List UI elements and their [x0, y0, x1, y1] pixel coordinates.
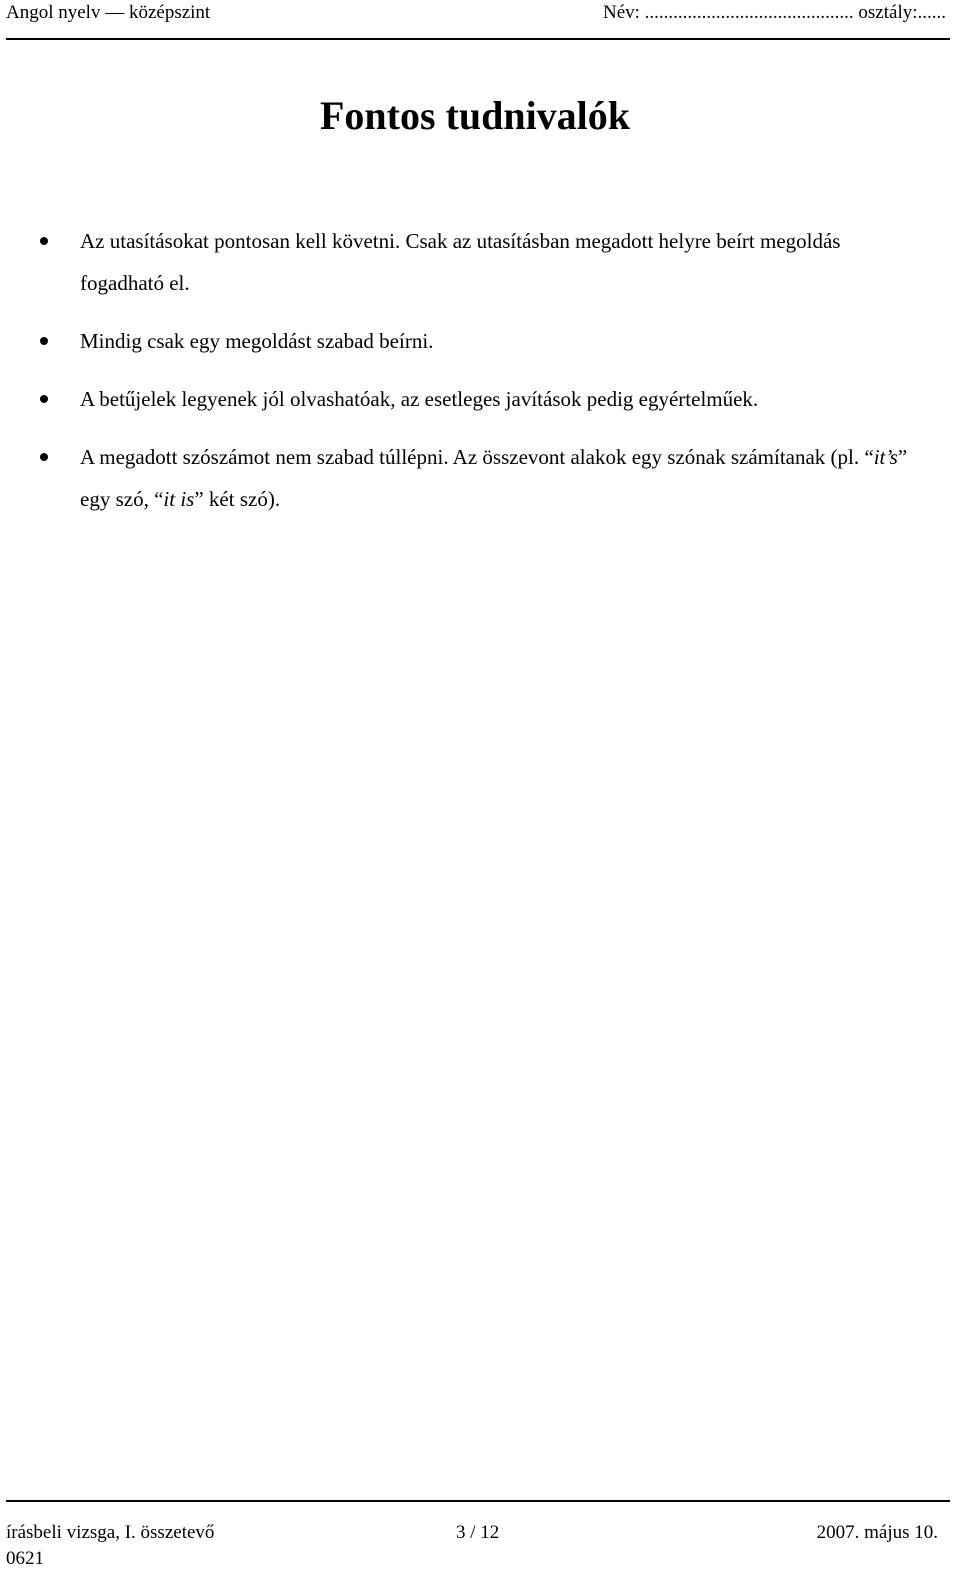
rule-text-before: A megadott szószámot nem szabad túllépni. Az összevont alakok egy szónak számítanak (pl.: [80, 445, 860, 469]
footer-exam-code: 0621: [6, 1548, 44, 1569]
rule-text-middle: egy szó,: [80, 487, 149, 511]
list-item: Mindig csak egy megoldást szabad beírni.: [40, 320, 910, 362]
rule-text-after: két szó).: [208, 487, 281, 511]
instructions-list: [40, 220, 910, 536]
list-item: A megadott szószámot nem szabad túllépni. Az összevont alakok egy szónak számítanak (pl. “it’s” egy szó, “it is” két szó).: [40, 436, 910, 520]
header-subject: Angol nyelv — középszint: [6, 2, 211, 23]
header-name-class-field: Név: ............................................ osztály:......: [602, 2, 946, 23]
page-footer: [6, 1500, 950, 1569]
list-item: Az utasításokat pontosan kell követni. Csak az utasításban megadott helyre beírt megoldás fogadható el.: [40, 220, 910, 304]
page-title: Fontos tudnivalók: [319, 93, 631, 138]
example-contraction: it’s: [873, 445, 898, 469]
footer-date: 2007. május 10.: [816, 1522, 938, 1543]
list-item: A betűjelek legyenek jól olvashatóak, az esetleges javítások pedig egyértelműek.: [40, 378, 910, 420]
example-full-form: it is: [163, 487, 195, 511]
footer-exam-part: írásbeli vizsga, I. összetevő: [6, 1522, 215, 1543]
page-header: [6, 0, 950, 40]
footer-page-number: 3 / 12: [456, 1522, 500, 1543]
